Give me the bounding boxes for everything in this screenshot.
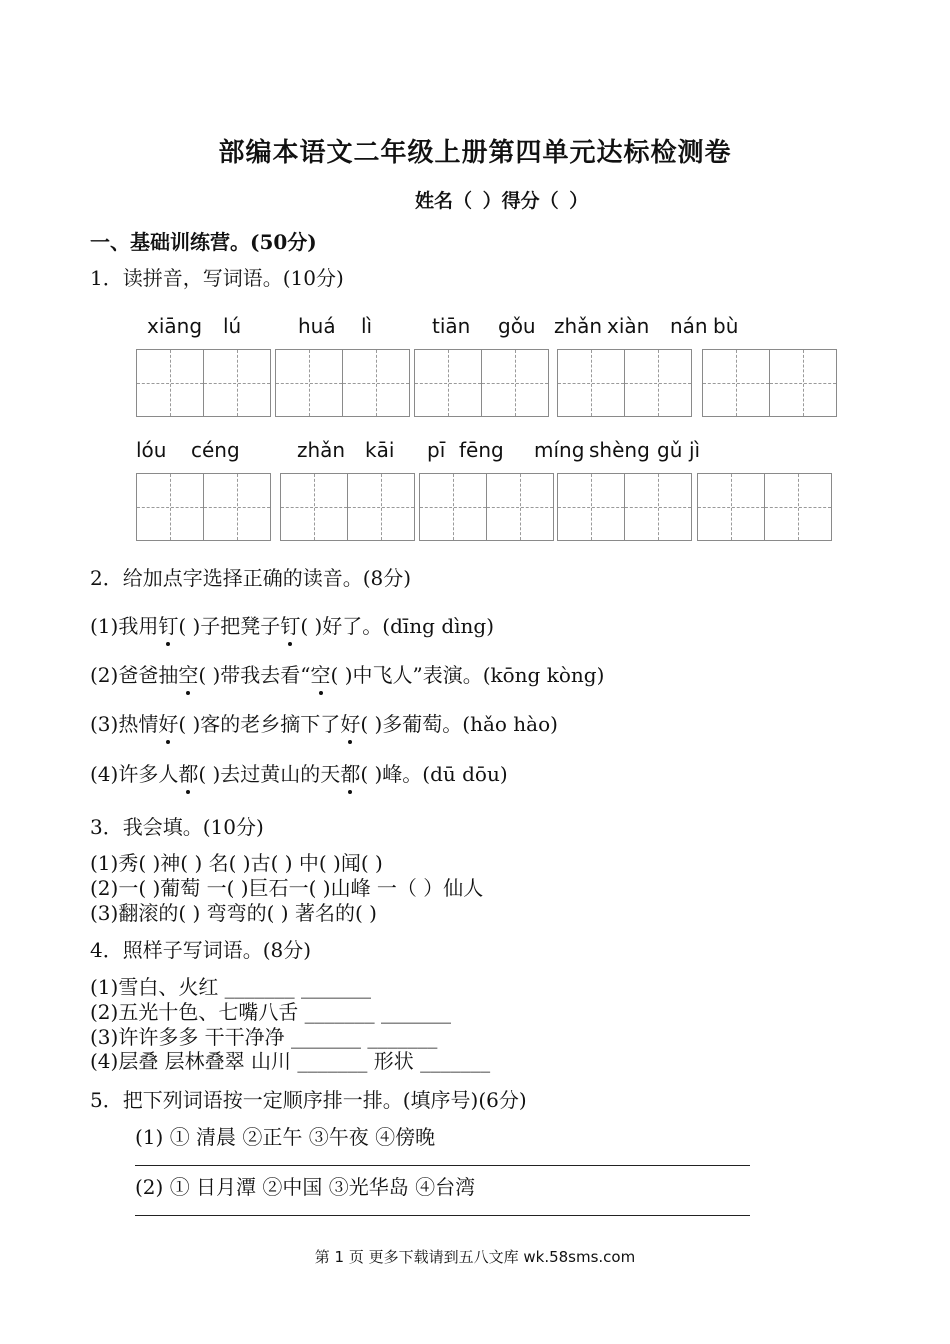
pinyin: pī <box>427 438 446 462</box>
writing-grid[interactable] <box>414 349 549 417</box>
pinyin: lú <box>223 314 242 338</box>
answer-line[interactable] <box>135 1215 750 1216</box>
writing-grid[interactable] <box>702 349 837 417</box>
question-1-label: 1．读拼音，写词语。(10分) <box>90 266 344 290</box>
question-5-label: 5．把下列词语按一定顺序排一排。(填序号)(6分) <box>90 1088 527 1112</box>
question-4-label: 4．照样子写词语。(8分) <box>90 938 312 962</box>
pinyin: zhǎn <box>554 314 603 338</box>
dotted-char: 都 <box>178 758 198 787</box>
question-4-line: (2)五光十色、七嘴八舌 _______ _______ <box>90 1000 452 1024</box>
pinyin: xiàn <box>607 314 650 338</box>
answer-line[interactable] <box>135 1165 750 1166</box>
question-3-label: 3．我会填。(10分) <box>90 815 264 839</box>
pinyin: gǔ <box>657 438 683 462</box>
dotted-char: 空 <box>311 659 331 688</box>
pinyin: nán <box>670 314 708 338</box>
question-3-line: (2)一( )葡萄 一( )巨石一( )山峰 一（ ）仙人 <box>90 876 484 900</box>
writing-grid[interactable] <box>136 473 271 541</box>
pinyin: tiān <box>432 314 471 338</box>
pinyin: zhǎn <box>297 438 346 462</box>
question-2-item: (2)爸爸抽空( )带我去看“空( )中飞人”表演。(kōng kòng) <box>90 659 604 688</box>
dotted-char: 空 <box>178 659 198 688</box>
question-5-item: (1) ① 清晨 ②正午 ③午夜 ④傍晚 <box>135 1125 436 1149</box>
writing-grid[interactable] <box>557 473 692 541</box>
writing-grid[interactable] <box>697 473 832 541</box>
pinyin: lóu <box>136 438 167 462</box>
writing-grid[interactable] <box>275 349 410 417</box>
question-2-item: (1)我用钉( )子把凳子钉( )好了。(dīng dìng) <box>90 610 494 639</box>
question-4-line: (3)许许多多 干干净净 _______ _______ <box>90 1025 438 1049</box>
dotted-char: 钉 <box>158 610 178 639</box>
writing-grid[interactable] <box>280 473 415 541</box>
pinyin: shèng <box>589 438 650 462</box>
dotted-char: 都 <box>340 758 360 787</box>
page-footer: 第 1 页 更多下载请到五八文库 wk.58sms.com <box>314 1248 636 1266</box>
name-score-line: 姓名（ ）得分（ ） <box>415 190 589 212</box>
writing-grid[interactable] <box>136 349 271 417</box>
section-heading-1: 一、基础训练营。(50分) <box>90 230 317 254</box>
writing-grid[interactable] <box>419 473 554 541</box>
pinyin: xiāng <box>147 314 203 338</box>
dotted-char: 钉 <box>280 610 300 639</box>
pinyin: fēng <box>459 438 504 462</box>
pinyin: bù <box>713 314 739 338</box>
question-3-line: (1)秀( )神( ) 名( )古( ) 中( )闻( ) <box>90 851 383 875</box>
dotted-char: 好 <box>340 708 360 737</box>
question-5-item: (2) ① 日月潭 ②中国 ③光华岛 ④台湾 <box>135 1175 476 1199</box>
pinyin: céng <box>191 438 240 462</box>
pinyin: gǒu <box>498 314 536 338</box>
question-2-label: 2．给加点字选择正确的读音。(8分) <box>90 566 412 590</box>
question-2-item: (4)许多人都( )去过黄山的天都( )峰。(dū dōu) <box>90 758 508 787</box>
pinyin: míng <box>534 438 585 462</box>
pinyin: jì <box>689 438 701 462</box>
question-4-line: (1)雪白、火红 _______ _______ <box>90 975 372 999</box>
question-3-line: (3)翻滚的( ) 弯弯的( ) 著名的( ) <box>90 901 377 925</box>
question-2-item: (3)热情好( )客的老乡摘下了好( )多葡萄。(hǎo hào) <box>90 708 558 737</box>
dotted-char: 好 <box>158 708 178 737</box>
pinyin: lì <box>361 314 373 338</box>
writing-grid[interactable] <box>557 349 692 417</box>
pinyin: huá <box>298 314 336 338</box>
pinyin: kāi <box>365 438 395 462</box>
page-title: 部编本语文二年级上册第四单元达标检测卷 <box>218 138 732 168</box>
question-4-line: (4)层叠 层林叠翠 山川 _______ 形状 _______ <box>90 1049 491 1073</box>
